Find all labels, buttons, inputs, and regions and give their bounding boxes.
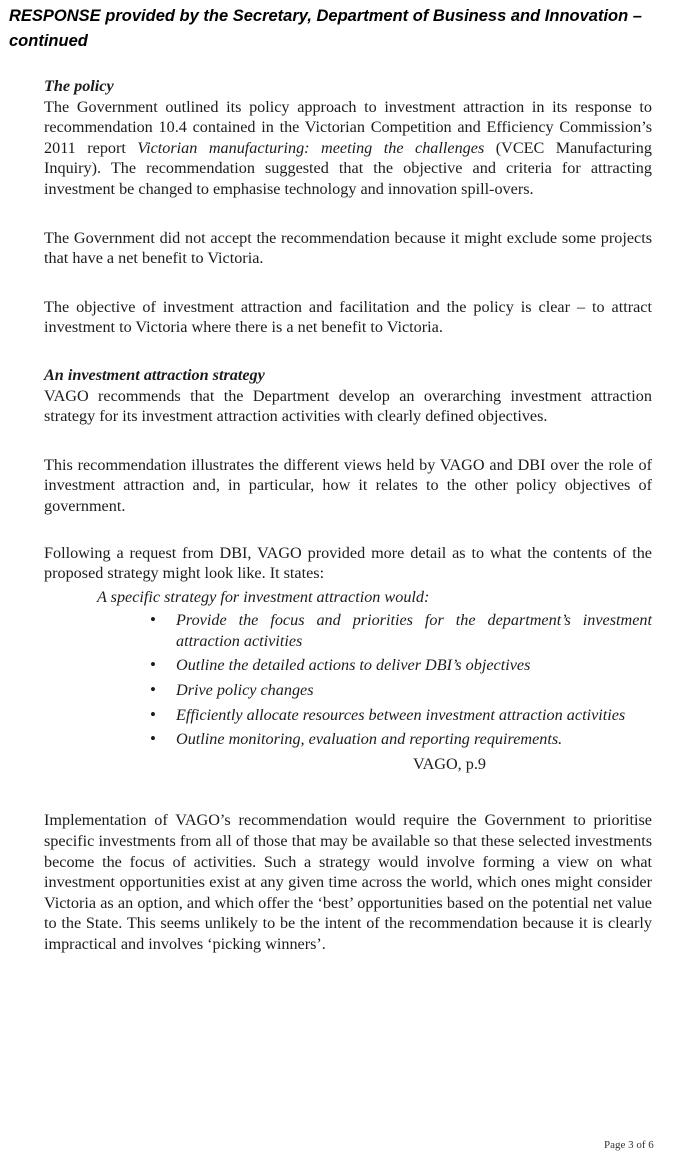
report-title: Victorian manufacturing: meeting the challenges	[137, 138, 485, 157]
page-number: Page 3 of 6	[604, 1139, 654, 1151]
paragraph-text: The Government outlined its policy approach to investment attraction in its response to recommendation 10.4 contained in the Victorian Competition and Efficiency Commission’s 2011 report	[44, 97, 652, 157]
paragraph-vago-recommends: VAGO recommends that the Department develop an overarching investment attraction strategy for its investment attraction activities with clearly defined objectives.	[44, 386, 652, 426]
paragraph-request: Following a request from DBI, VAGO provided more detail as to what the contents of the proposed strategy might look like. It states:	[44, 543, 652, 583]
paragraph-implementation: Implementation of VAGO’s recommendation would require the Government to prioritise specific investments from all of those that may be available so that these selected investments become the focus of activities. Such a strategy would involve forming a view on what investment opportunities exist at any given time across the world, which ones might consider Victoria as an option, and which offer the ‘best’ opportunities based on the potential net value to the State. This seems unlikely to be the intent of the recommendation because it is clearly impractical and involves ‘picking winners’.	[44, 811, 652, 953]
paragraph-government-response: The Government did not accept the recommendation because it might exclude some projects that have a net benefit to Victoria.	[44, 228, 652, 268]
quote-bullet-list	[44, 610, 652, 750]
paragraph-policy-approach	[44, 97, 652, 200]
document-body	[44, 76, 652, 955]
quote-bullet-item: • Outline monitoring, evaluation and reporting requirements.	[150, 729, 652, 750]
section-heading-policy: The policy	[44, 77, 114, 95]
quote-intro: A specific strategy for investment attraction would:	[97, 587, 430, 606]
quote-bullet-item: • Efficiently allocate resources between investment attraction activities	[150, 705, 652, 726]
quote-citation: VAGO, p.9	[413, 754, 487, 773]
paragraph-objective: The objective of investment attraction and facilitation and the policy is clear – to attract investment to Victoria where there is a net benefit to Victoria.	[44, 297, 652, 337]
quote-bullet-item: • Outline the detailed actions to deliver DBI’s objectives	[150, 655, 652, 676]
paragraph-text: (VCEC Manufacturing Inquiry). The recommendation suggested that the objective and criteria for attracting investment be changed to emphasise technology and innovation spill-overs.	[44, 138, 652, 198]
page-header: RESPONSE provided by the Secretary, Department of Business and Innovation – continued	[9, 7, 642, 50]
paragraph-different-views: This recommendation illustrates the different views held by VAGO and DBI over the role of investment attraction and, in particular, how it relates to the other policy objectives of government.	[44, 455, 652, 515]
quote-bullet-item: • Drive policy changes	[150, 680, 652, 701]
quote-bullet-item: • Provide the focus and priorities for the department’s investment attraction activities	[150, 610, 652, 651]
section-heading-strategy: An investment attraction strategy	[44, 365, 265, 384]
